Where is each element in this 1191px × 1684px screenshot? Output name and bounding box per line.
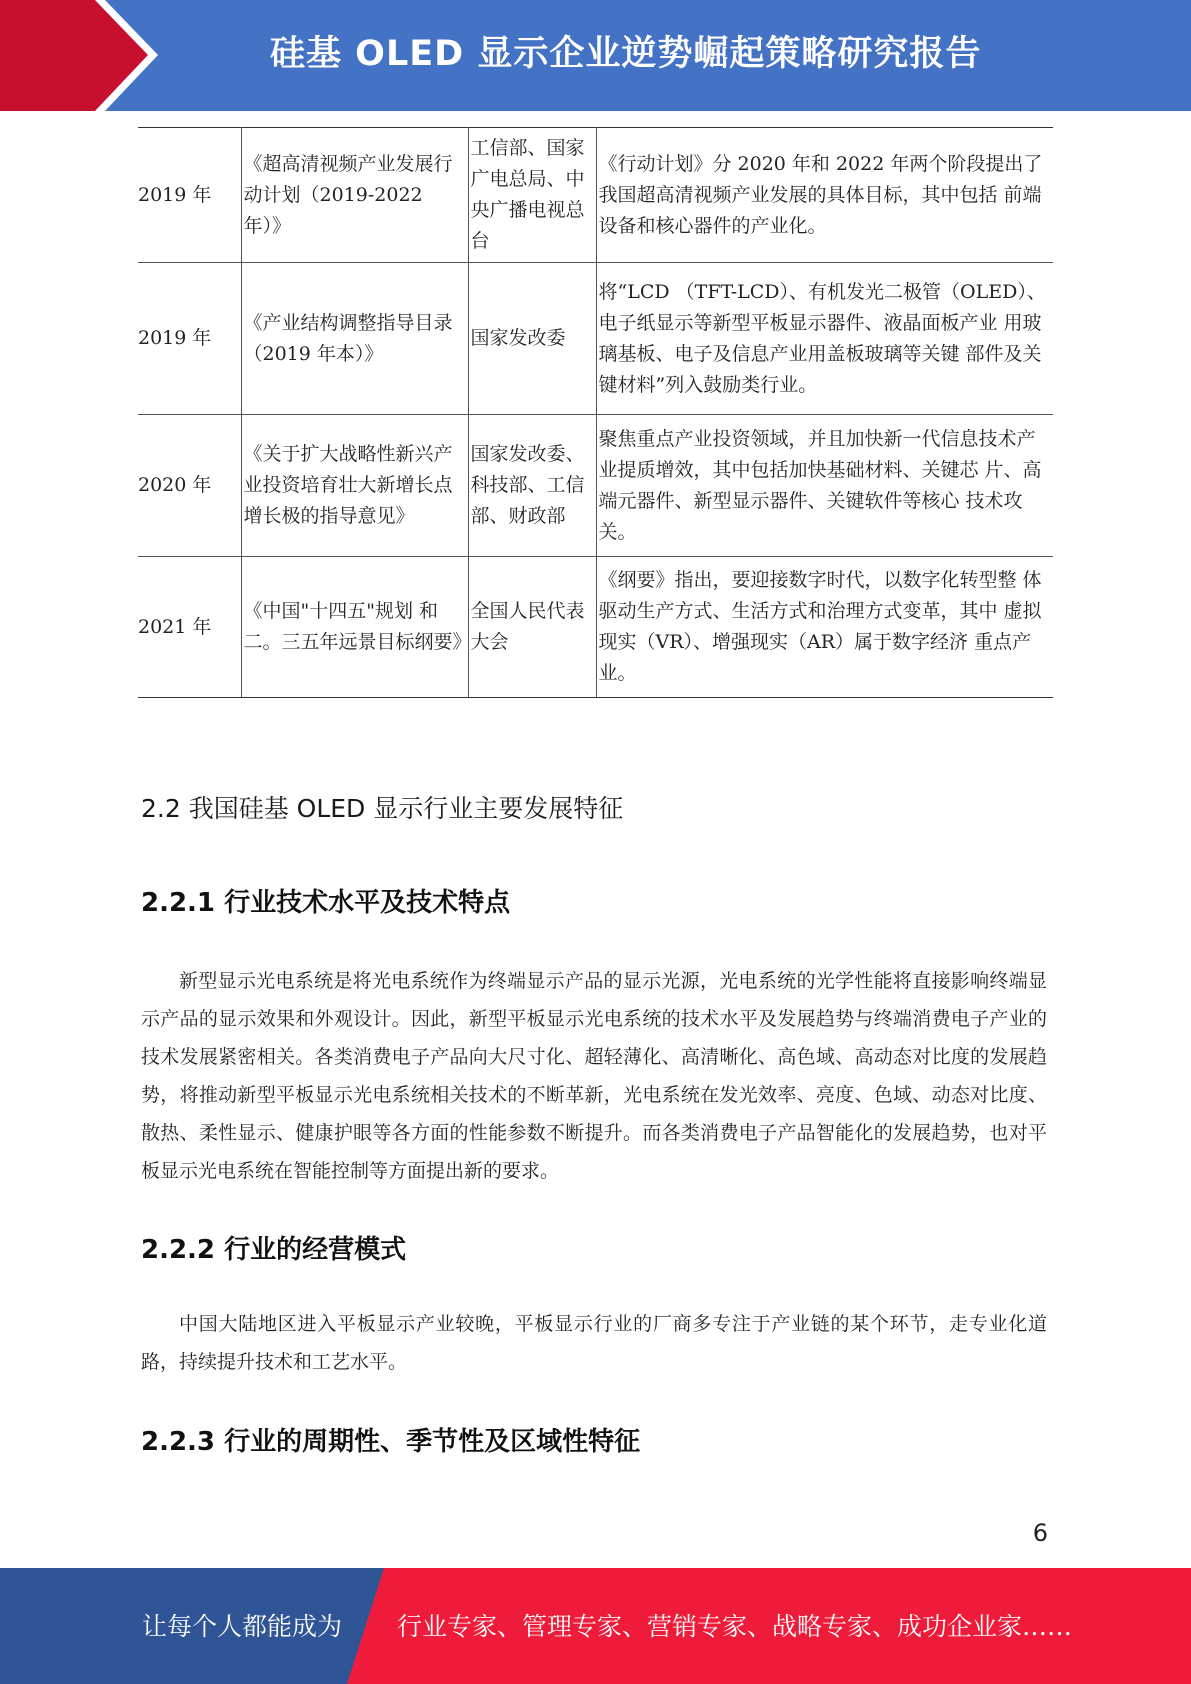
policy-content: 《行动计划》分 2020 年和 2022 年两个阶段提出了 我国超高清视频产业发展的具体目标，其中包括 前端设备和核心器件的产业化。: [596, 128, 1053, 263]
footer-slogan-left: 让每个人都能成为: [142, 1612, 343, 1641]
body-paragraph: 中国大陆地区进入平板显示产业较晚，平板显示行业的厂商多专注于产业链的某个环节，走专业化道路，持续提升技术和工艺水平。: [141, 1313, 1047, 1373]
policy-year: 2021 年: [138, 557, 241, 698]
body-paragraph: 新型显示光电系统是将光电系统作为终端显示产品的显示光源，光电系统的光学性能将直接影响终端显示产品的显示效果和外观设计。因此，新型平板显示光电系统的技术水平及发展趋势与终端消费电子产业的技术发展紧密相关。各类消费电子产品向大尺寸化、超轻薄化、高清晰化、高色域、高动态对比度的发展趋势，将推动新型平板显示光电系统相关技术的不断革新，光电系统在发光效率、亮度、色域、动态对比度、散热、柔性显示、健康护眼等各方面的性能参数不断提升。而各类消费电子产品智能化的发展趋势，也对平板显示光电系统在智能控制等方面提出新的要求。: [141, 970, 1047, 1182]
footer-slogan-right: 行业专家、管理专家、营销专家、战略专家、成功企业家……: [397, 1612, 1073, 1641]
policy-year: 2019 年: [138, 263, 241, 415]
policy-issuer: 工信部、国家广电总局、中央广播电视总台: [468, 128, 596, 263]
policy-title: 《中国"十四五"规划 和二。三五年远景目标纲要》: [241, 557, 468, 698]
table-row: [138, 557, 1053, 698]
subsection-heading: 2.2.2 行业的经营模式: [141, 1235, 407, 1265]
section-heading: 2.2 我国硅基 OLED 显示行业主要发展特征: [141, 794, 624, 823]
policy-title: 《超高清视频产业发展行动计划（2019-2022 年）》: [241, 128, 468, 263]
page-header: [0, 0, 1191, 111]
policy-issuer: 全国人民代表大会: [468, 557, 596, 698]
policy-year: 2019 年: [138, 128, 241, 263]
table-row: [138, 128, 1053, 263]
table-row: [138, 263, 1053, 415]
subsection-heading: 2.2.1 行业技术水平及技术特点: [141, 888, 511, 918]
policy-issuer: 国家发改委、科技部、工信部、财政部: [468, 415, 596, 557]
page-footer: [0, 1568, 1191, 1684]
policy-year: 2020 年: [138, 415, 241, 557]
policy-title: 《关于扩大战略性新兴产业投资培育壮大新增长点增长极的指导意见》: [241, 415, 468, 557]
policy-content: 《纲要》指出，要迎接数字时代，以数字化转型整 体驱动生产方式、生活方式和治理方式变革，其中 虚拟现实（VR）、增强现实（AR）属于数字经济 重点产业。: [596, 557, 1053, 698]
report-title: 硅基 OLED 显示企业逆势崛起策略研究报告: [270, 34, 982, 74]
policy-table: [138, 127, 1053, 698]
policy-title: 《产业结构调整指导目录（2019 年本）》: [241, 263, 468, 415]
subsection-heading: 2.2.3 行业的周期性、季节性及区域性特征: [141, 1427, 641, 1457]
policy-issuer: 国家发改委: [468, 263, 596, 415]
table-row: [138, 415, 1053, 557]
policy-content: 聚焦重点产业投资领域，并且加快新一代信息技术产业提质增效，其中包括加快基础材料、关键芯 片、高端元器件、新型显示器件、关键软件等核心 技术攻关。: [596, 415, 1053, 557]
page-number: 6: [1032, 1519, 1048, 1547]
policy-content: 将“LCD （TFT-LCD）、有机发光二极管（OLED）、 电子纸显示等新型平板显示器件、液晶面板产业 用玻璃基板、电子及信息产业用盖板玻璃等关键 部件及关键材料”列入鼓励类行业。: [596, 263, 1053, 415]
